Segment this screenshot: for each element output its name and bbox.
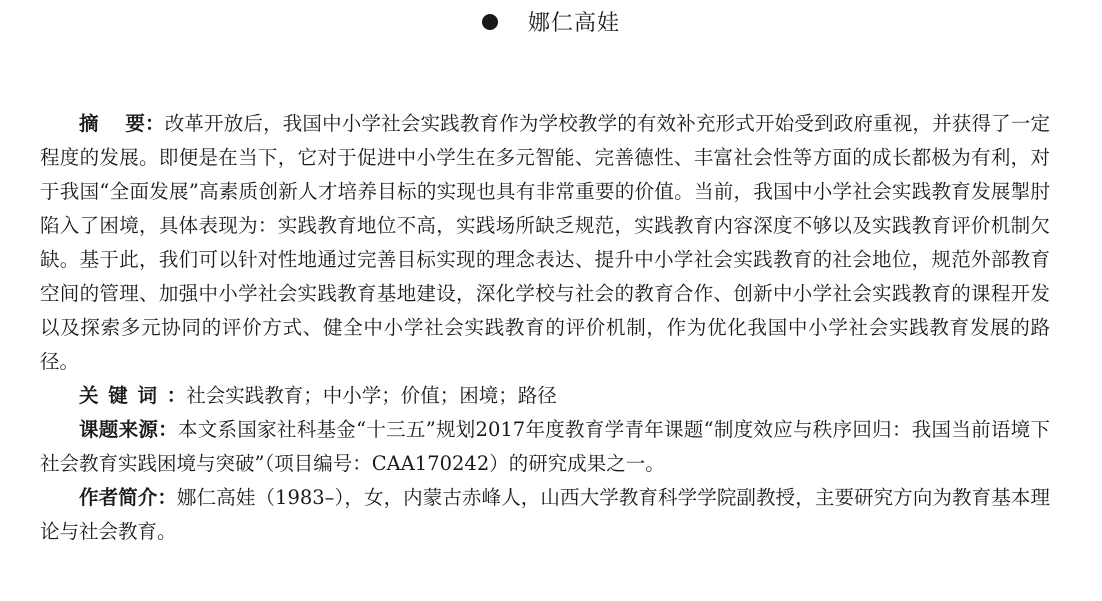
abstract-colon: ： bbox=[145, 112, 165, 135]
author-name: 娜仁高娃 bbox=[527, 11, 620, 36]
abstract-label: 摘 要 bbox=[79, 112, 145, 135]
author-bio-label: 作者简介 bbox=[79, 486, 158, 509]
funding-text: 本文系国家社科基金“十三五”规划2017年度教育学青年课题“制度效应与秩序回归：我国当前语境下社会教育实践困境与突破”（项目编号：CAA170242）的研究成果之一。 bbox=[40, 418, 1050, 475]
keywords-text: 社会实践教育；中小学；价值；困境；路径 bbox=[186, 384, 557, 407]
abstract-paragraph bbox=[40, 107, 1050, 379]
abstract-text: 改革开放后，我国中小学社会实践教育作为学校教学的有效补充形式开始受到政府重视，并获得了一定程度的发展。即便是在当下，它对于促进中小学生在多元智能、完善德性、丰富社会性等方面的成长都极为有利，对于我国“全面发展”高素质创新人才培养目标的实现也具有非常重要的价值。当前，我国中小学社会实践教育发展掣肘陷入了困境，具体表现为：实践教育地位不高，实践场所缺乏规范，实践教育内容深度不够以及实践教育评价机制欠缺。基于此，我们可以针对性地通过完善目标实现的理念表达、提升中小学社会实践教育的社会地位，规范外部教育空间的管理、加强中小学社会实践教育基地建设，深化学校与社会的教育合作、创新中小学社会实践教育的课程开发以及探索多元协同的评价方式、健全中小学社会实践教育的评价机制，作为优化我国中小学社会实践教育发展的路径。 bbox=[40, 112, 1050, 373]
funding-colon: ： bbox=[158, 418, 178, 441]
keywords-colon: ： bbox=[166, 384, 187, 407]
keywords-label: 关键词 bbox=[79, 384, 167, 407]
author-bio-colon: ： bbox=[157, 486, 178, 509]
author-header bbox=[0, 6, 1102, 42]
funding-paragraph bbox=[40, 413, 1050, 481]
keywords-paragraph bbox=[40, 379, 1050, 413]
author-bio-paragraph bbox=[40, 481, 1050, 549]
author-bio-text: 娜仁高娃（1983–），女，内蒙古赤峰人，山西大学教育科学学院副教授，主要研究方向为教育基本理论与社会教育。 bbox=[40, 486, 1050, 543]
funding-label: 课题来源 bbox=[79, 418, 159, 441]
bullet-icon bbox=[482, 14, 498, 30]
article-front-matter bbox=[40, 107, 1050, 549]
